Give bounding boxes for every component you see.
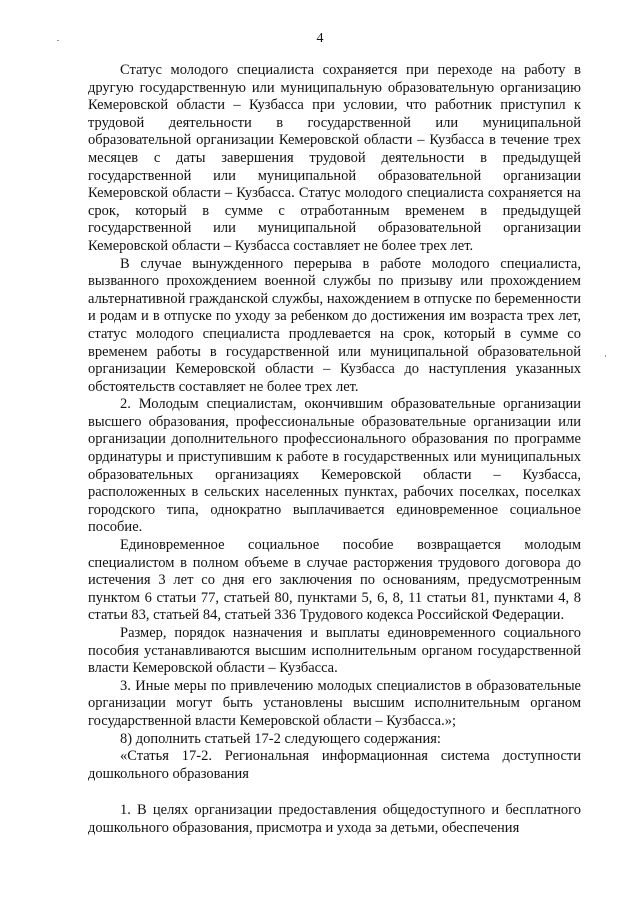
paragraph-break-extension: В случае вынужденного перерыва в работе молодого специалиста, вызванного прохождением военной службы по призыву или прохождением альтернативной гражданской службы, нахождением в отпуске по беременности и родам и в отпуске по уходу за ребенком до достижения им возраста трех лет, статус молодого специалиста продлевается на срок, который в сумме со временем работы в государственной или муниципальной образовательной организации Кемеровской области – Кузбасса до наступления указанных обстоятельств составляет не более трех лет. [88, 255, 581, 395]
paragraph-allowance-return: Единовременное социальное пособие возвращается молодым специалистом в полном объеме в случае расторжения трудового договора до истечения 3 лет со дня его заключения по основаниям, предусмотренным пунктом 6 статьи 77, статьей 80, пунктами 5, 6, 8, 11 статьи 81, пунктами 4, 8 статьи 83, статьей 84, статьей 336 Трудового кодекса Российской Федерации. [88, 537, 581, 624]
paragraph-allowance-amount: Размер, порядок назначения и выплаты единовременного социального пособия устанавливаются высшим исполнительным органом государственной власти Кемеровской области – Кузбасса. [88, 625, 581, 677]
paragraph-item-3: 3. Иные меры по привлечению молодых специалистов в образовательные организации могут быть установлены высшим исполнительным органом государственной власти Кемеровской области – Кузбасса.»; [88, 677, 581, 729]
page-number: 4 [316, 31, 324, 46]
document-body [88, 62, 581, 838]
paragraph-amendment-8: 8) дополнить статьей 17-2 следующего содержания: [120, 730, 441, 747]
article-17-2-item-1: 1. В целях организации предоставления общедоступного и бесплатного дошкольного образования, присмотра и ухода за детьми, обеспечения [88, 802, 581, 836]
article-17-2-heading: «Статья 17-2. Региональная информационная система доступности дошкольного образования [88, 748, 581, 782]
scan-speck [605, 355, 606, 357]
paragraph-status-retention: Статус молодого специалиста сохраняется при переходе на работу в другую государственную или муниципальную образовательную организацию Кемеровской области – Кузбасса при условии, что работник приступил к трудовой деятельности в государственной или муниципальной образовательной организации Кемеровской области – Кузбасса в течение трех месяцев с даты завершения трудовой деятельности в предыдущей государственной или муниципальной образовательной организации Кемеровской области – Кузбасса. Статус молодого специалиста сохраняется на срок, который в сумме с отработанным временем в предыдущей государственной или муниципальной образовательной организации Кемеровской области – Кузбасса составляет не более трех лет. [88, 62, 581, 254]
paragraph-item-2: 2. Молодым специалистам, окончившим образовательные организации высшего образования, профессиональные образовательные организации или организации дополнительного профессионального образования по программе ординатуры и приступившим к работе в государственных или муниципальных образовательных организациях Кемеровской области – Кузбасса, расположенных в сельских населенных пунктах, рабочих поселках, поселках городского типа, однократно выплачивается единовременное социальное пособие. [88, 396, 581, 536]
scan-speck [57, 40, 59, 41]
